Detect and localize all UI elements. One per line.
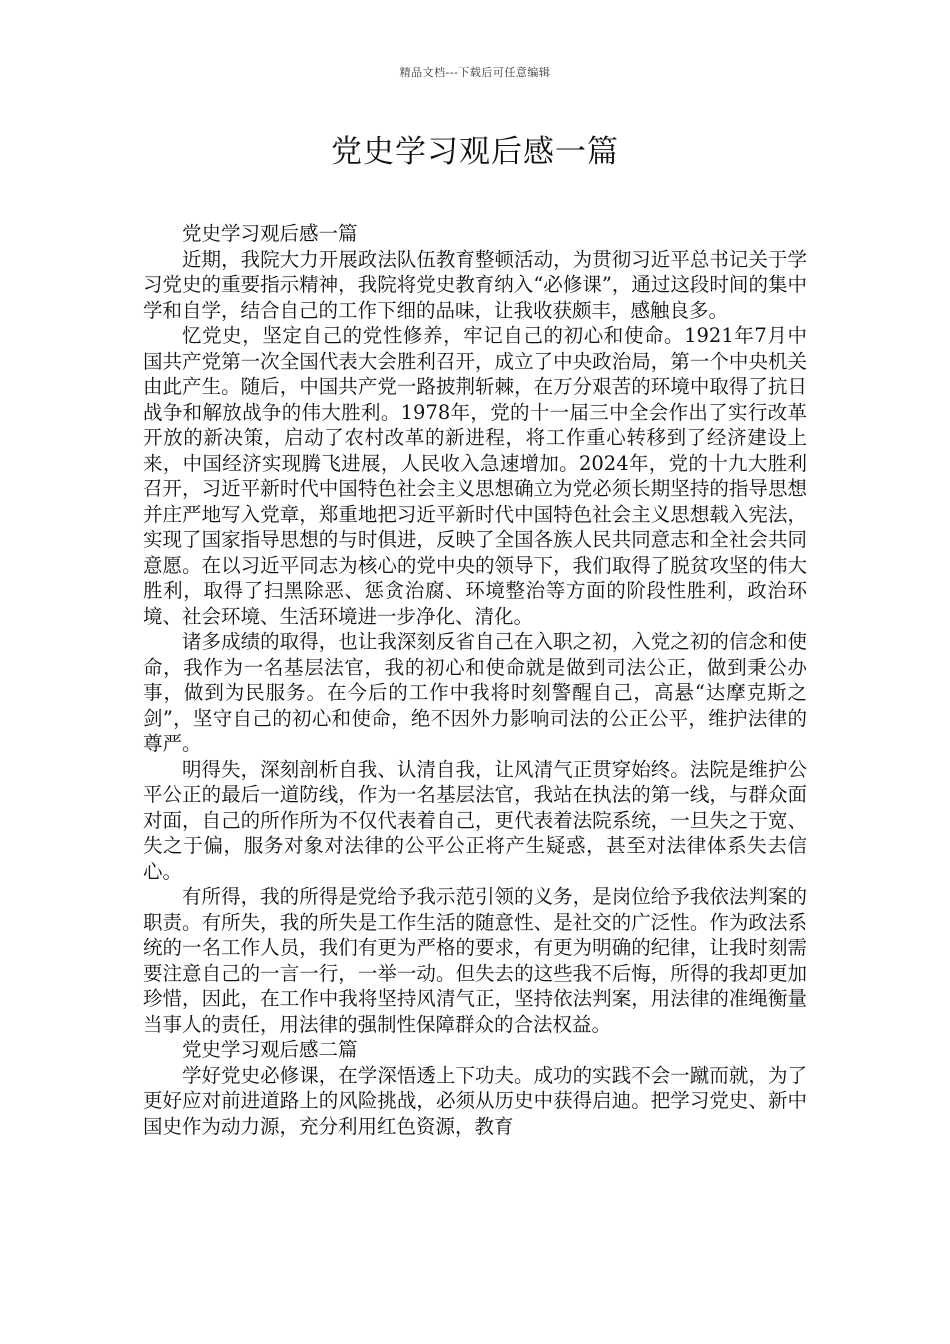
paragraph-intro: 近期，我院大力开展政法队伍教育整顿活动，为贯彻习近平总书记关于学习党史的重要指示精神，我院将党史教育纳入“必修课”，通过这段时间的集中学和自学，结合自己的工作下细的品味，让我收获颇丰，感触良多。 <box>143 247 807 322</box>
paragraph-what-gained: 有所得，我的所得是党给予我示范引领的义务，是岗位给予我依法判案的职责。有所失，我的所失是工作生活的随意性、是社交的广泛性。作为政法系统的一名工作人员，我们有更为严格的要求，有更为明确的纪律，让我时刻需要注意自己的一言一行，一举一动。但失去的这些我不后悔，所得的我却更加珍惜，因此，在工作中我将坚持风清气正，坚持依法判案，用法律的准绳衡量当事人的责任，用法律的强制性保障群众的合法权益。 <box>143 885 807 1036</box>
paragraph-subtitle-two: 党史学习观后感二篇 <box>182 1038 358 1061</box>
paragraph-gains-losses: 明得失，深刻剖析自我、认清自我，让风清气正贯穿始终。法院是维护公平公正的最后一道防线，作为一名基层法官，我站在执法的第一线，与群众面对面，自己的所作所为不仅代表着自己，更代表着法院系统，一旦失之于宽、失之于偏，服务对象对法律的公平公正将产生疑惑，甚至对法律体系失去信心。 <box>143 757 807 883</box>
paragraph-reflection: 诸多成绩的取得，也让我深刻反省自己在入职之初，入党之初的信念和使命，我作为一名基层法官，我的初心和使命就是做到司法公正，做到秉公办事，做到为民服务。在今后的工作中我将时刻警醒自己，高悬“达摩克斯之剑”，坚守自己的初心和使命，绝不因外力影响司法的公正公平，维护法律的尊严。 <box>143 630 807 755</box>
paragraph-study-history: 学好党史必修课，在学深悟透上下功夫。成功的实践不会一蹴而就，为了更好应对前进道路上的风险挑战，必须从历史中获得启迪。把学习党史、新中国史作为动力源，充分利用红色资源，教育 <box>143 1063 807 1138</box>
paragraph-subtitle-one: 党史学习观后感一篇 <box>182 222 358 245</box>
paragraph-history: 忆党史，坚定自己的党性修养，牢记自己的初心和使命。1921年7月中国共产党第一次全国代表大会胜利召开，成立了中央政治局，第一个中央机关由此产生。随后，中国共产党一路披荆斩棘，在万分艰苦的环境中取得了抗日战争和解放战争的伟大胜利。1978年，党的十一届三中全会作出了实行改革开放的新决策，启动了农村改革的新进程，将工作重心转移到了经济建设上来，中国经济实现腾飞进展，人民收入急速增加。2024年，党的十九大胜利召开，习近平新时代中国特色社会主义思想确立为党必须长期坚持的指导思想并庄严地写入党章，郑重地把习近平新时代中国特色社会主义思想载入宪法，实现了国家指导思想的与时俱进，反映了全国各族人民共同意志和全社会共同意愿。在以习近平同志为核心的党中央的领导下，我们取得了脱贫攻坚的伟大胜利，取得了扫黑除恶、惩贪治腐、环境整治等方面的阶段性胜利，政治环境、社会环境、生活环境进一步净化、清化。 <box>143 324 807 628</box>
header-note: 精品文档---下载后可任意编辑 <box>399 66 551 79</box>
document-body <box>143 221 807 1139</box>
document-title: 党史学习观后感一篇 <box>331 134 619 170</box>
